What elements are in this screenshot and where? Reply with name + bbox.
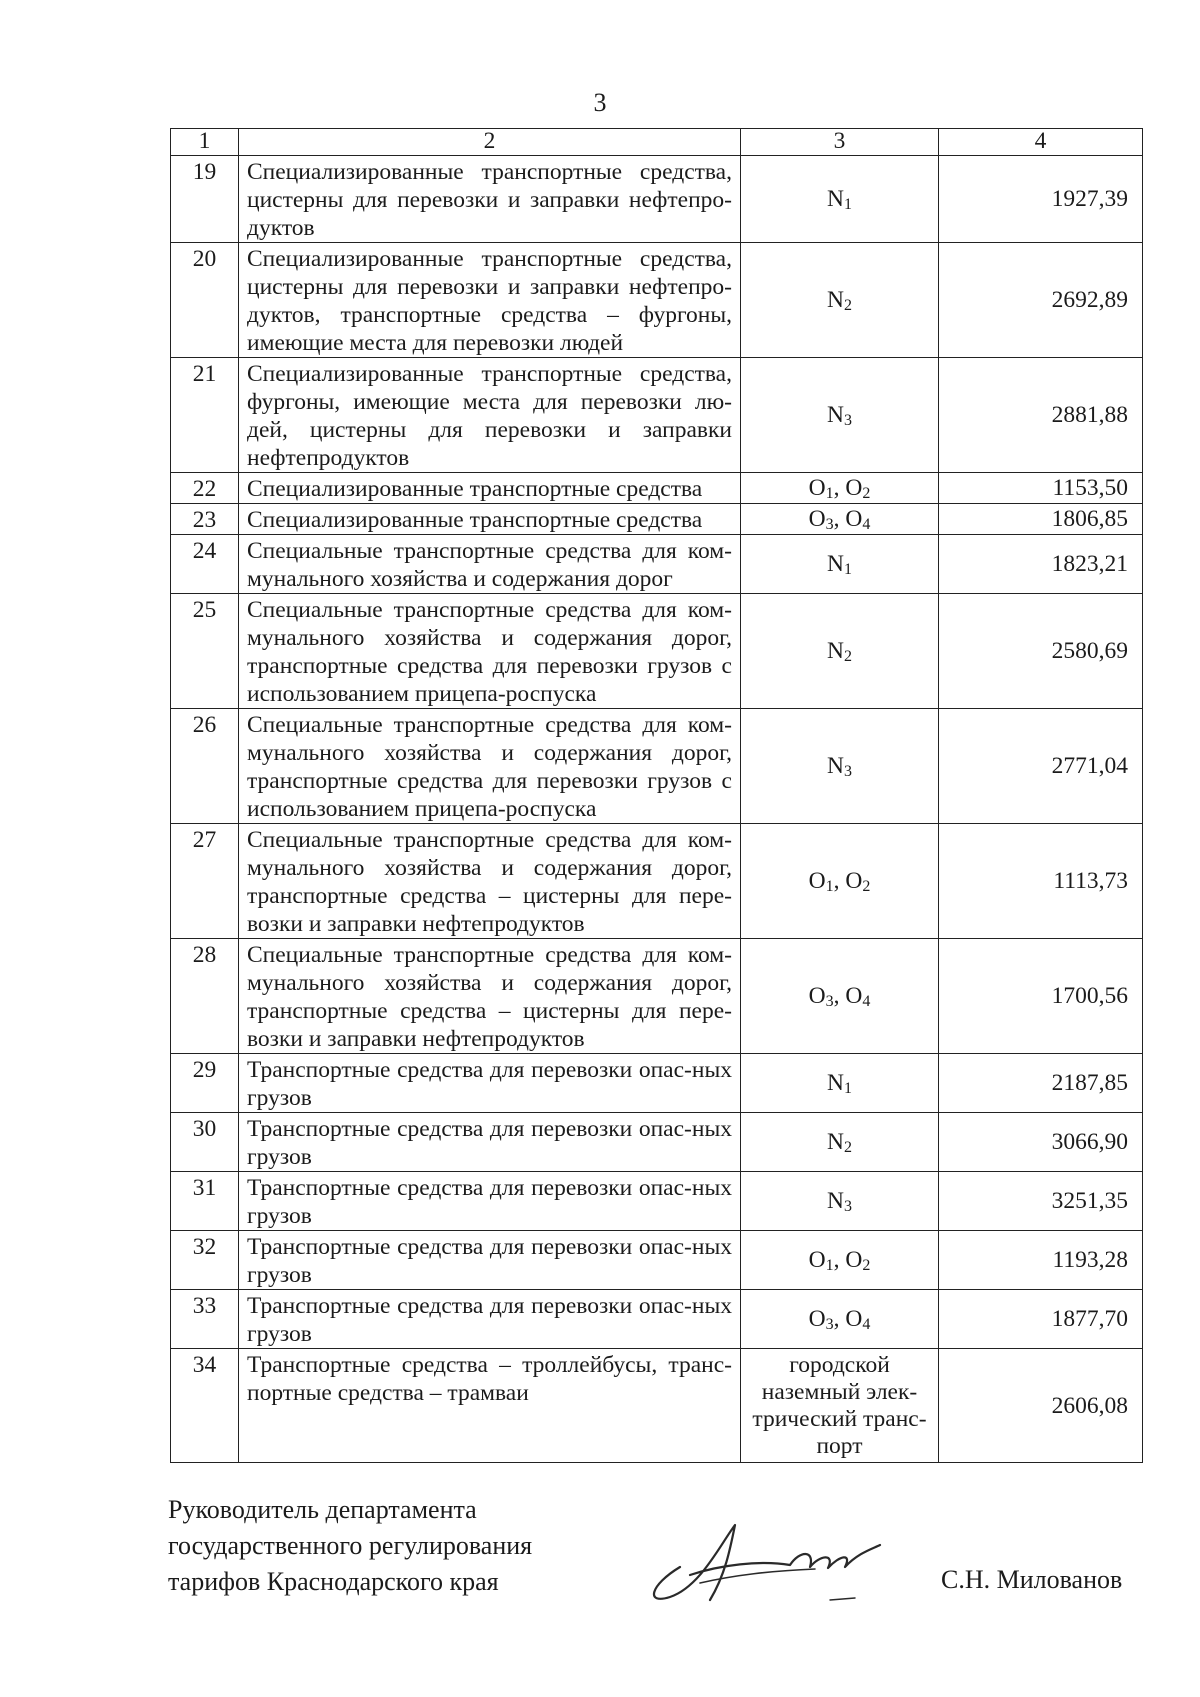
category-letter: O — [808, 1306, 826, 1332]
row-number: 26 — [171, 709, 239, 824]
tariff-value: 1153,50 — [939, 473, 1143, 504]
row-number: 27 — [171, 824, 239, 939]
vehicle-description: Специализированные транспортные средства — [239, 473, 741, 504]
vehicle-category — [741, 1054, 939, 1113]
category-letter: , O — [833, 868, 863, 894]
vehicle-category — [741, 594, 939, 709]
category-subscript: 4 — [862, 1316, 871, 1333]
vehicle-description: Специализированные транспортные средства, фургоны, имеющие места для перевозки лю-дей, цистерны для перевозки и заправки нефтепродуктов — [239, 358, 741, 473]
vehicle-category — [741, 1290, 939, 1349]
tariff-value: 2187,85 — [939, 1054, 1143, 1113]
vehicle-description: Специализированные транспортные средства, цистерны для перевозки и заправки нефтепро-дуктов, транспортные средства – фургоны, имеющие места для перевозки людей — [239, 243, 741, 358]
category-letter: , O — [833, 475, 863, 501]
vehicle-description: Специализированные транспортные средства — [239, 504, 741, 535]
table-header-row — [171, 129, 1143, 156]
category-subscript: 1 — [843, 196, 852, 213]
row-number: 19 — [171, 156, 239, 243]
category-subscript: 1 — [825, 485, 834, 502]
table-row — [171, 243, 1143, 358]
table-row — [171, 709, 1143, 824]
vehicle-category — [741, 709, 939, 824]
tariff-value: 2881,88 — [939, 358, 1143, 473]
category-letter: , O — [833, 1247, 863, 1273]
signatory-position-line: Руководитель департамента — [168, 1495, 477, 1524]
table-row — [171, 1290, 1143, 1349]
vehicle-description: Специализированные транспортные средства, цистерны для перевозки и заправки нефтепро-дуктов — [239, 156, 741, 243]
category-letter: N — [827, 287, 844, 313]
tariff-value: 2606,08 — [939, 1349, 1143, 1463]
category-subscript: 4 — [862, 993, 871, 1010]
row-number: 23 — [171, 504, 239, 535]
vehicle-category — [741, 243, 939, 358]
vehicle-description: Транспортные средства для перевозки опас-ных грузов — [239, 1290, 741, 1349]
category-letter: N — [827, 186, 844, 212]
category-subscript: 3 — [843, 763, 852, 780]
vehicle-description: Специальные транспортные средства для ком-мунального хозяйства и содержания дорог, транспортные средства – цистерны для пере-возки и заправки нефтепродуктов — [239, 939, 741, 1054]
vehicle-category — [741, 504, 939, 535]
category-letter: N — [827, 402, 844, 428]
row-number: 29 — [171, 1054, 239, 1113]
vehicle-description: Специальные транспортные средства для ком-мунального хозяйства и содержания дорог — [239, 535, 741, 594]
vehicle-category — [741, 1113, 939, 1172]
vehicle-category — [741, 473, 939, 504]
category-letter: O — [808, 1247, 826, 1273]
column-header: 4 — [939, 129, 1143, 156]
table-row — [171, 1113, 1143, 1172]
category-subscript: 2 — [862, 1257, 871, 1274]
column-header: 2 — [239, 129, 741, 156]
tariff-value: 1823,21 — [939, 535, 1143, 594]
tariff-value: 1806,85 — [939, 504, 1143, 535]
row-number: 22 — [171, 473, 239, 504]
category-letter: N — [827, 1188, 844, 1214]
row-number: 34 — [171, 1349, 239, 1463]
table-row — [171, 1054, 1143, 1113]
category-subscript: 2 — [843, 1139, 852, 1156]
row-number: 20 — [171, 243, 239, 358]
category-subscript: 1 — [843, 1080, 852, 1097]
row-number: 24 — [171, 535, 239, 594]
vehicle-category — [741, 358, 939, 473]
column-header: 3 — [741, 129, 939, 156]
category-letter: , O — [833, 506, 863, 532]
category-subscript: 3 — [825, 1316, 834, 1333]
tariff-value: 3251,35 — [939, 1172, 1143, 1231]
tariff-value: 1700,56 — [939, 939, 1143, 1054]
tariff-value: 2692,89 — [939, 243, 1143, 358]
category-subscript: 2 — [843, 297, 852, 314]
table-row — [171, 824, 1143, 939]
vehicle-description: Специальные транспортные средства для ком-мунального хозяйства и содержания дорог, транспортные средства – цистерны для пере-возки и заправки нефтепродуктов — [239, 824, 741, 939]
signatory-position-line: государственного регулирования — [168, 1531, 533, 1560]
vehicle-category — [741, 939, 939, 1054]
table-row — [171, 1172, 1143, 1231]
category-letter: O — [808, 983, 826, 1009]
vehicle-description: Специальные транспортные средства для ком-мунального хозяйства и содержания дорог, транспортные средства для перевозки грузов с использованием прицепа-роспуска — [239, 594, 741, 709]
category-subscript: 2 — [862, 485, 871, 502]
table-row — [171, 504, 1143, 535]
row-number: 25 — [171, 594, 239, 709]
table-row — [171, 535, 1143, 594]
tariff-value: 2771,04 — [939, 709, 1143, 824]
row-number: 31 — [171, 1172, 239, 1231]
vehicle-category — [741, 1231, 939, 1290]
category-letter: N — [827, 1070, 844, 1096]
row-number: 32 — [171, 1231, 239, 1290]
row-number: 33 — [171, 1290, 239, 1349]
tariff-value: 1877,70 — [939, 1290, 1143, 1349]
signatory-position-line: тарифов Краснодарского края — [168, 1567, 499, 1596]
handwritten-signature — [640, 1505, 885, 1615]
category-subscript: 1 — [825, 1257, 834, 1274]
category-subscript: 1 — [825, 878, 834, 895]
vehicle-category — [741, 1172, 939, 1231]
column-header: 1 — [171, 129, 239, 156]
vehicle-category — [741, 156, 939, 243]
table-row — [171, 1349, 1143, 1463]
row-number: 30 — [171, 1113, 239, 1172]
signatory-name: С.Н. Милованов — [941, 1565, 1123, 1594]
row-number: 28 — [171, 939, 239, 1054]
vehicle-description: Транспортные средства для перевозки опас-ных грузов — [239, 1054, 741, 1113]
table-row — [171, 473, 1143, 504]
vehicle-description: Транспортные средства – троллейбусы, транс-портные средства – трамваи — [239, 1349, 741, 1463]
category-subscript: 1 — [843, 561, 852, 578]
category-subscript: 2 — [862, 878, 871, 895]
tariff-value: 2580,69 — [939, 594, 1143, 709]
vehicle-category: городской наземный элек-трический транс-порт — [741, 1349, 939, 1463]
vehicle-description: Транспортные средства для перевозки опас-ных грузов — [239, 1172, 741, 1231]
table-row — [171, 1231, 1143, 1290]
table-row — [171, 156, 1143, 243]
category-letter: N — [827, 1129, 844, 1155]
category-subscript: 2 — [843, 648, 852, 665]
table-row — [171, 594, 1143, 709]
category-letter: , O — [833, 983, 863, 1009]
vehicle-description: Транспортные средства для перевозки опас-ных грузов — [239, 1113, 741, 1172]
vehicle-description: Специальные транспортные средства для ком-мунального хозяйства и содержания дорог, транспортные средства для перевозки грузов с использованием прицепа-роспуска — [239, 709, 741, 824]
category-subscript: 4 — [862, 516, 871, 533]
row-number: 21 — [171, 358, 239, 473]
vehicle-category — [741, 824, 939, 939]
category-letter: O — [808, 475, 826, 501]
category-letter: O — [808, 506, 826, 532]
signatory-position — [168, 1492, 532, 1600]
vehicle-description: Транспортные средства для перевозки опас-ных грузов — [239, 1231, 741, 1290]
page-number: 3 — [593, 88, 607, 117]
category-letter: N — [827, 638, 844, 664]
category-letter: , O — [833, 1306, 863, 1332]
category-letter: N — [827, 753, 844, 779]
category-subscript: 3 — [825, 516, 834, 533]
category-subscript: 3 — [843, 1198, 852, 1215]
tariff-value: 1113,73 — [939, 824, 1143, 939]
vehicle-category — [741, 535, 939, 594]
category-subscript: 3 — [825, 993, 834, 1010]
category-letter: N — [827, 551, 844, 577]
table-row — [171, 358, 1143, 473]
tariff-table — [170, 128, 1143, 1463]
category-subscript: 3 — [843, 412, 852, 429]
tariff-value: 1927,39 — [939, 156, 1143, 243]
table-row — [171, 939, 1143, 1054]
tariff-value: 1193,28 — [939, 1231, 1143, 1290]
tariff-value: 3066,90 — [939, 1113, 1143, 1172]
category-letter: O — [808, 868, 826, 894]
